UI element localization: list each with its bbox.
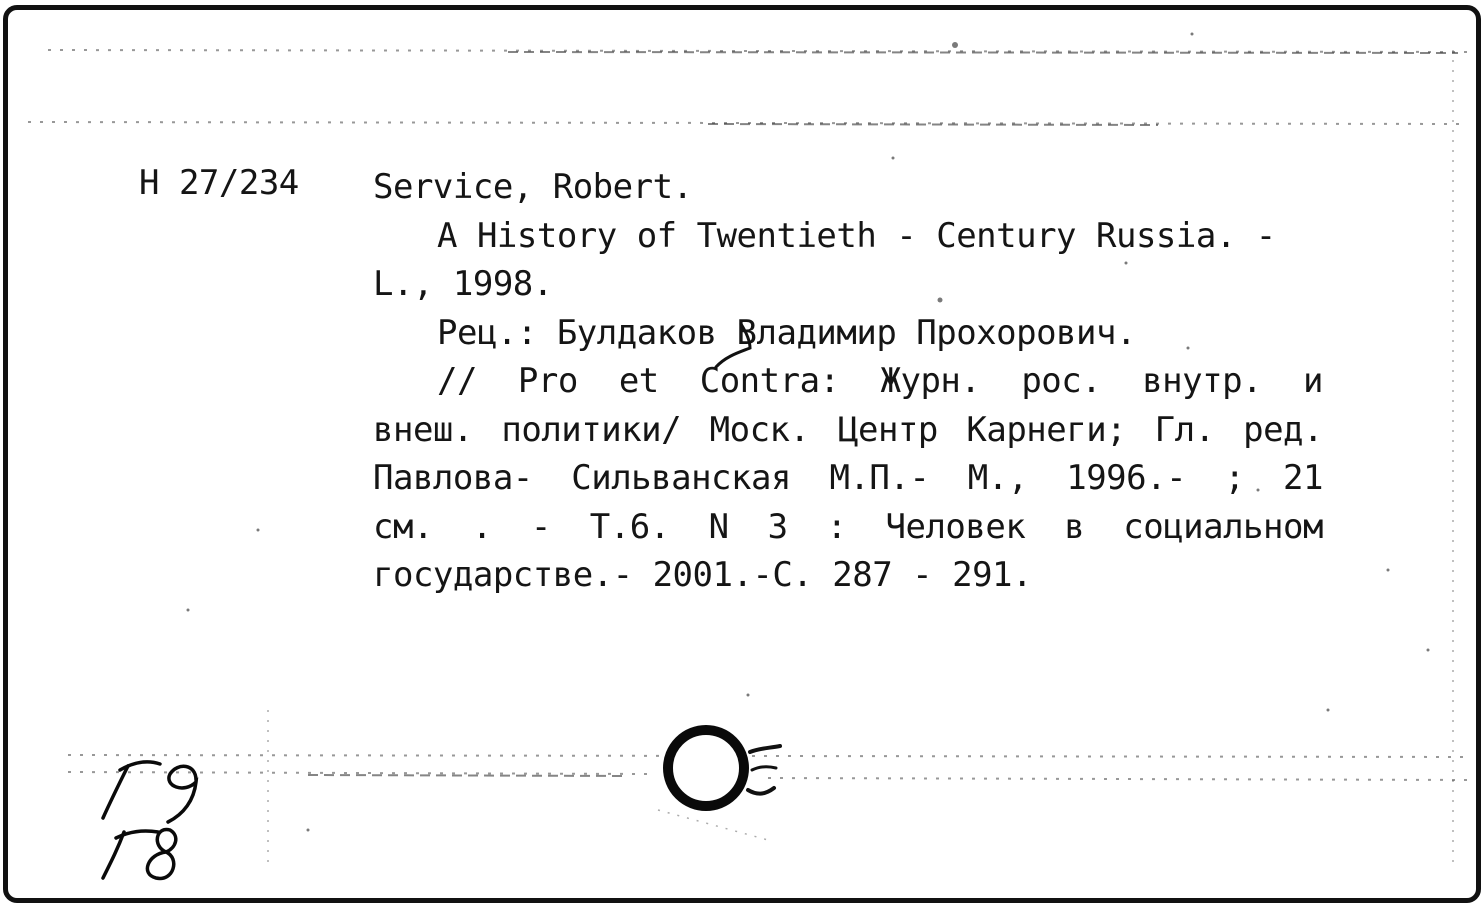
catalog-card (3, 5, 1481, 903)
word: М.П.- (829, 458, 930, 498)
call-number: H 27/234 (139, 163, 299, 203)
source-line-2 (373, 406, 1323, 455)
word: М., (967, 458, 1028, 498)
source-line-5: государстве.- 2001.-С. 287 - 291. (373, 555, 1033, 595)
word: Pro (517, 361, 578, 401)
word: Сильванская (571, 458, 791, 498)
word: ред. (1243, 409, 1323, 450)
source-line-1 (373, 357, 1323, 406)
word: Моск. (709, 409, 810, 450)
bibliographic-entry (373, 163, 1323, 600)
word: . (471, 506, 492, 547)
reviewer-line: Рец.: Булдаков Владимир Прохорович. (437, 312, 1136, 353)
word: N (708, 506, 729, 547)
word: 1996.- (1066, 458, 1187, 498)
word: 21 (1283, 458, 1323, 498)
word: : (826, 506, 847, 547)
word: внеш. (373, 409, 473, 450)
word: // (437, 361, 477, 401)
word: Карнеги; (966, 409, 1127, 450)
word: Журн. (880, 361, 981, 401)
word: и (1302, 361, 1323, 401)
word: Contra: (699, 361, 840, 401)
word: Центр (838, 409, 938, 450)
word: см. (373, 506, 433, 547)
word: Т.6. (589, 506, 670, 547)
word: Павлова- (373, 458, 533, 498)
title-line-2: L., 1998. (373, 264, 553, 304)
author: Service, Robert. (373, 167, 693, 207)
word: Человек (885, 506, 1026, 547)
word: социальном (1123, 506, 1323, 547)
word: ; (1224, 458, 1245, 498)
word: внутр. (1142, 361, 1263, 401)
source-line-4 (373, 503, 1323, 552)
title-line-1: A History of Twentieth - Century Russia. - (437, 215, 1276, 256)
word: - (530, 506, 551, 547)
word: et (618, 361, 659, 401)
word: политики/ (501, 409, 682, 450)
word: Гл. (1154, 409, 1215, 450)
word: в (1064, 506, 1085, 547)
source-line-3 (373, 454, 1323, 503)
word: 3 (767, 506, 788, 547)
word: рос. (1021, 361, 1102, 401)
